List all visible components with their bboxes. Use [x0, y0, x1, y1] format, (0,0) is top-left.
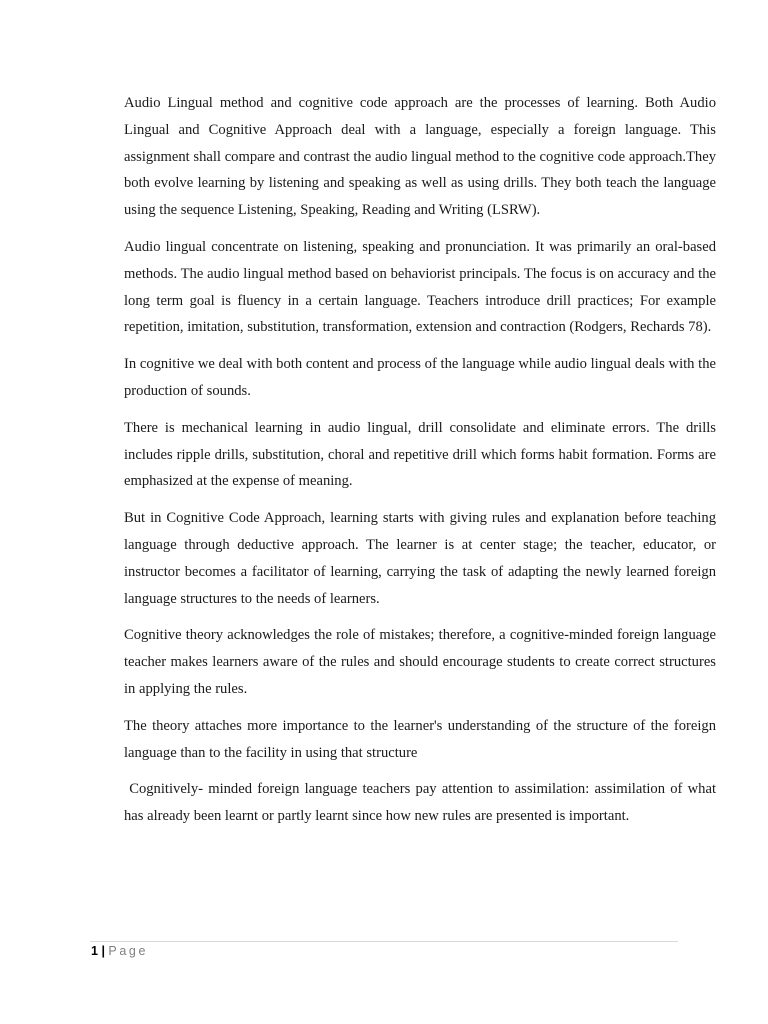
footer-separator: | — [101, 944, 105, 958]
document-body — [124, 90, 720, 840]
paragraph-4: There is mechanical learning in audio lingual, drill consolidate and eliminate errors. The drills includes ripple drills, substitution, choral and repetitive drill which forms habit formation. Forms are emphasized at the expense of meaning. — [124, 419, 720, 490]
footer-divider — [90, 941, 678, 942]
paragraph-2: Audio lingual concentrate on listening, speaking and pronunciation. It was primarily an oral-based methods. The audio lingual method based on behaviorist principals. The focus is on accuracy and the long term goal is fluency in a certain language. Teachers introduce drill practices; For example repetition, imitation, substitution, transformation, extension and contraction (Rodgers, Rechards 78). — [124, 238, 720, 336]
page-number: 1 — [91, 944, 98, 958]
page-label: Page — [108, 944, 149, 958]
paragraph-3: In cognitive we deal with both content and process of the language while audio lingual deals with the production of sounds. — [124, 356, 720, 399]
page-footer — [91, 942, 148, 960]
paragraph-8: Cognitively- minded foreign language teachers pay attention to assimilation: assimilation of what has already been learnt or partly learnt since how new rules are presented is important. — [124, 781, 720, 825]
paragraph-7: The theory attaches more importance to the learner's understanding of the structure of the foreign language than to the facility in using that structure — [124, 717, 720, 761]
paragraph-5: But in Cognitive Code Approach, learning starts with giving rules and explanation before teaching language through deductive approach. The learner is at center stage; the teacher, educator, or instructor becomes a facilitator of learning, carrying the task of adapting the newly learned foreign language structures to the needs of learners. — [124, 510, 720, 607]
paragraph-1: Audio Lingual method and cognitive code approach are the processes of learning. Both Audio Lingual and Cognitive Approach deal with a language, especially a foreign language. This assignment shall compare and contrast the audio lingual method to the cognitive code approach.They both evolve learning by listening and speaking as well as using drills. They both teach the language using the sequence Listening, Speaking, Reading and Writing (LSRW). — [124, 95, 720, 219]
paragraph-6: Cognitive theory acknowledges the role of mistakes; therefore, a cognitive-minded foreign language teacher makes learners aware of the rules and should encourage students to create correct structures in applying the rules. — [124, 627, 720, 697]
